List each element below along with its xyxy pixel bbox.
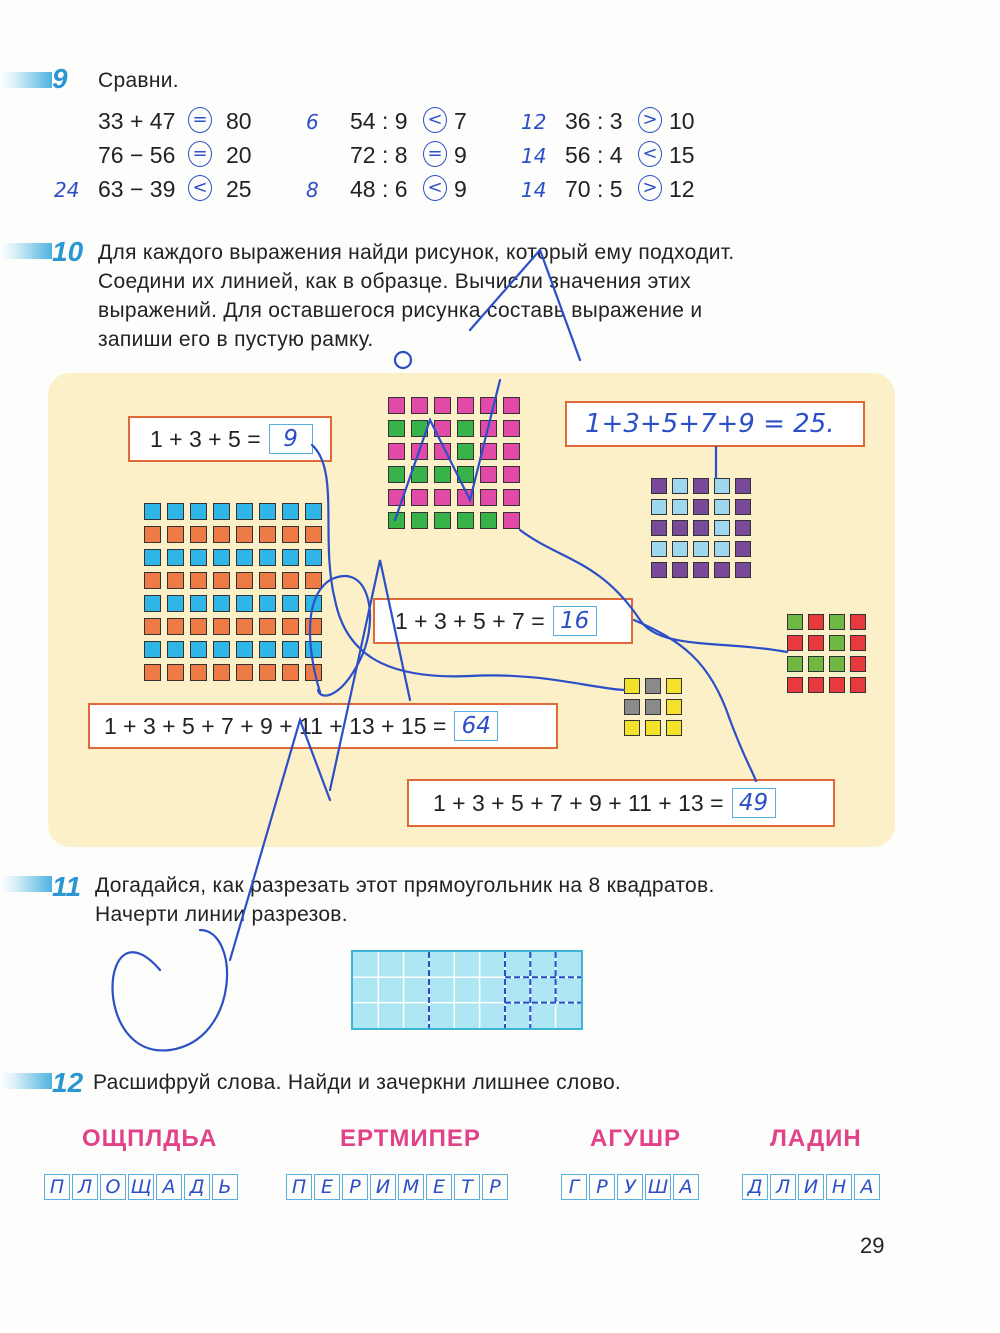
answer-box[interactable]: 16 [553, 606, 597, 636]
comparison-left: 56 : 4 [565, 142, 623, 168]
written-note: 14 [521, 144, 547, 168]
letter-box[interactable]: Д [184, 1174, 210, 1200]
letter-box[interactable]: Л [72, 1174, 98, 1200]
comparison-sign[interactable]: = [423, 141, 447, 167]
letter-box[interactable]: Т [454, 1174, 480, 1200]
expression-text: 1 + 3 + 5 + 7 + 9 + 11 + 13 + 15 = [104, 712, 447, 739]
comparison-right: 20 [226, 142, 252, 168]
expression-text: 1 + 3 + 5 + 7 + 9 + 11 + 13 = [433, 789, 724, 816]
letter-box[interactable]: Д [742, 1174, 768, 1200]
letter-box[interactable]: М [398, 1174, 424, 1200]
comparison-right: 9 [454, 176, 467, 202]
written-note: 24 [54, 178, 80, 202]
letter-box[interactable]: Щ [128, 1174, 154, 1200]
letter-box[interactable]: Е [314, 1174, 340, 1200]
scrambled-word: ЛАДИН [770, 1125, 862, 1152]
scrambled-word: ЕРТМИПЕР [340, 1125, 481, 1152]
comparison-sign[interactable]: < [423, 175, 447, 201]
task-12-text: Расшифруй слова. Найди и зачеркни лишнее слово. [93, 1071, 622, 1094]
letter-box[interactable]: Г [561, 1174, 587, 1200]
comparison-right: 9 [454, 142, 467, 168]
letter-box[interactable]: И [370, 1174, 396, 1200]
written-note: 14 [521, 178, 547, 202]
text-line: Начерти линии разрезов. [95, 903, 348, 926]
text-line: Соедини их линией, как в образце. Вычисли значения этих [98, 270, 691, 293]
comparison-sign[interactable]: > [638, 107, 662, 133]
letter-box[interactable]: Н [826, 1174, 852, 1200]
comparison-left: 63 − 39 [98, 176, 176, 202]
letter-box[interactable]: А [673, 1174, 699, 1200]
written-expression: 1+3+5+7+9 = 25. [585, 409, 835, 439]
text-line: Для каждого выражения найди рисунок, который ему подходит. [98, 241, 735, 264]
task-10-number: 10 [52, 236, 84, 267]
letter-box[interactable]: Л [770, 1174, 796, 1200]
comparison-sign[interactable]: = [188, 141, 212, 167]
letter-box[interactable]: Р [342, 1174, 368, 1200]
task-9-title: Сравни. [98, 69, 179, 92]
comparison-right: 25 [226, 176, 252, 202]
comparison-left: 76 − 56 [98, 142, 176, 168]
written-note: 6 [306, 110, 319, 134]
letter-box[interactable]: П [44, 1174, 70, 1200]
comparison-sign[interactable]: < [188, 175, 212, 201]
written-note: 8 [306, 178, 319, 202]
task-9-number: 9 [52, 63, 68, 94]
comparison-sign[interactable]: > [638, 175, 662, 201]
letter-box[interactable]: А [156, 1174, 182, 1200]
letter-box[interactable]: П [286, 1174, 312, 1200]
comparison-sign[interactable]: < [423, 107, 447, 133]
letter-box[interactable]: И [798, 1174, 824, 1200]
answer-box[interactable]: 9 [269, 424, 313, 454]
comparison-left: 70 : 5 [565, 176, 623, 202]
comparison-left: 33 + 47 [98, 108, 176, 134]
answer-box[interactable]: 64 [454, 711, 498, 741]
comparison-left: 48 : 6 [350, 176, 408, 202]
scrambled-word: АГУШР [590, 1125, 681, 1152]
text-line: запиши его в пустую рамку. [98, 328, 374, 351]
letter-box[interactable]: Ш [645, 1174, 671, 1200]
comparison-sign[interactable]: < [638, 141, 662, 167]
letter-box[interactable]: Р [589, 1174, 615, 1200]
letter-box[interactable]: Ь [212, 1174, 238, 1200]
letter-box[interactable]: Е [426, 1174, 452, 1200]
comparison-left: 36 : 3 [565, 108, 623, 134]
expression-text: 1 + 3 + 5 = [150, 425, 261, 452]
page-number: 29 [860, 1233, 885, 1258]
comparison-right: 15 [669, 142, 695, 168]
task-12-number: 12 [52, 1067, 84, 1098]
answer-box[interactable]: 49 [732, 788, 776, 818]
text-line: выражений. Для оставшегося рисунка составь выражение и [98, 299, 703, 322]
text-line: Догадайся, как разрезать этот прямоугольник на 8 квадратов. [95, 874, 715, 897]
comparison-right: 80 [226, 108, 252, 134]
expression-text: 1 + 3 + 5 + 7 = [395, 607, 545, 634]
letter-box[interactable]: У [617, 1174, 643, 1200]
comparison-sign[interactable]: = [188, 107, 212, 133]
scrambled-word: ОЩПЛДЬА [82, 1125, 218, 1152]
task-11-number: 11 [52, 871, 82, 902]
comparison-right: 12 [669, 176, 695, 202]
comparison-left: 72 : 8 [350, 142, 408, 168]
written-note: 12 [521, 110, 547, 134]
letter-box[interactable]: Р [482, 1174, 508, 1200]
comparison-right: 10 [669, 108, 695, 134]
comparison-left: 54 : 9 [350, 108, 408, 134]
letter-box[interactable]: А [854, 1174, 880, 1200]
comparison-right: 7 [454, 108, 467, 134]
letter-box[interactable]: О [100, 1174, 126, 1200]
